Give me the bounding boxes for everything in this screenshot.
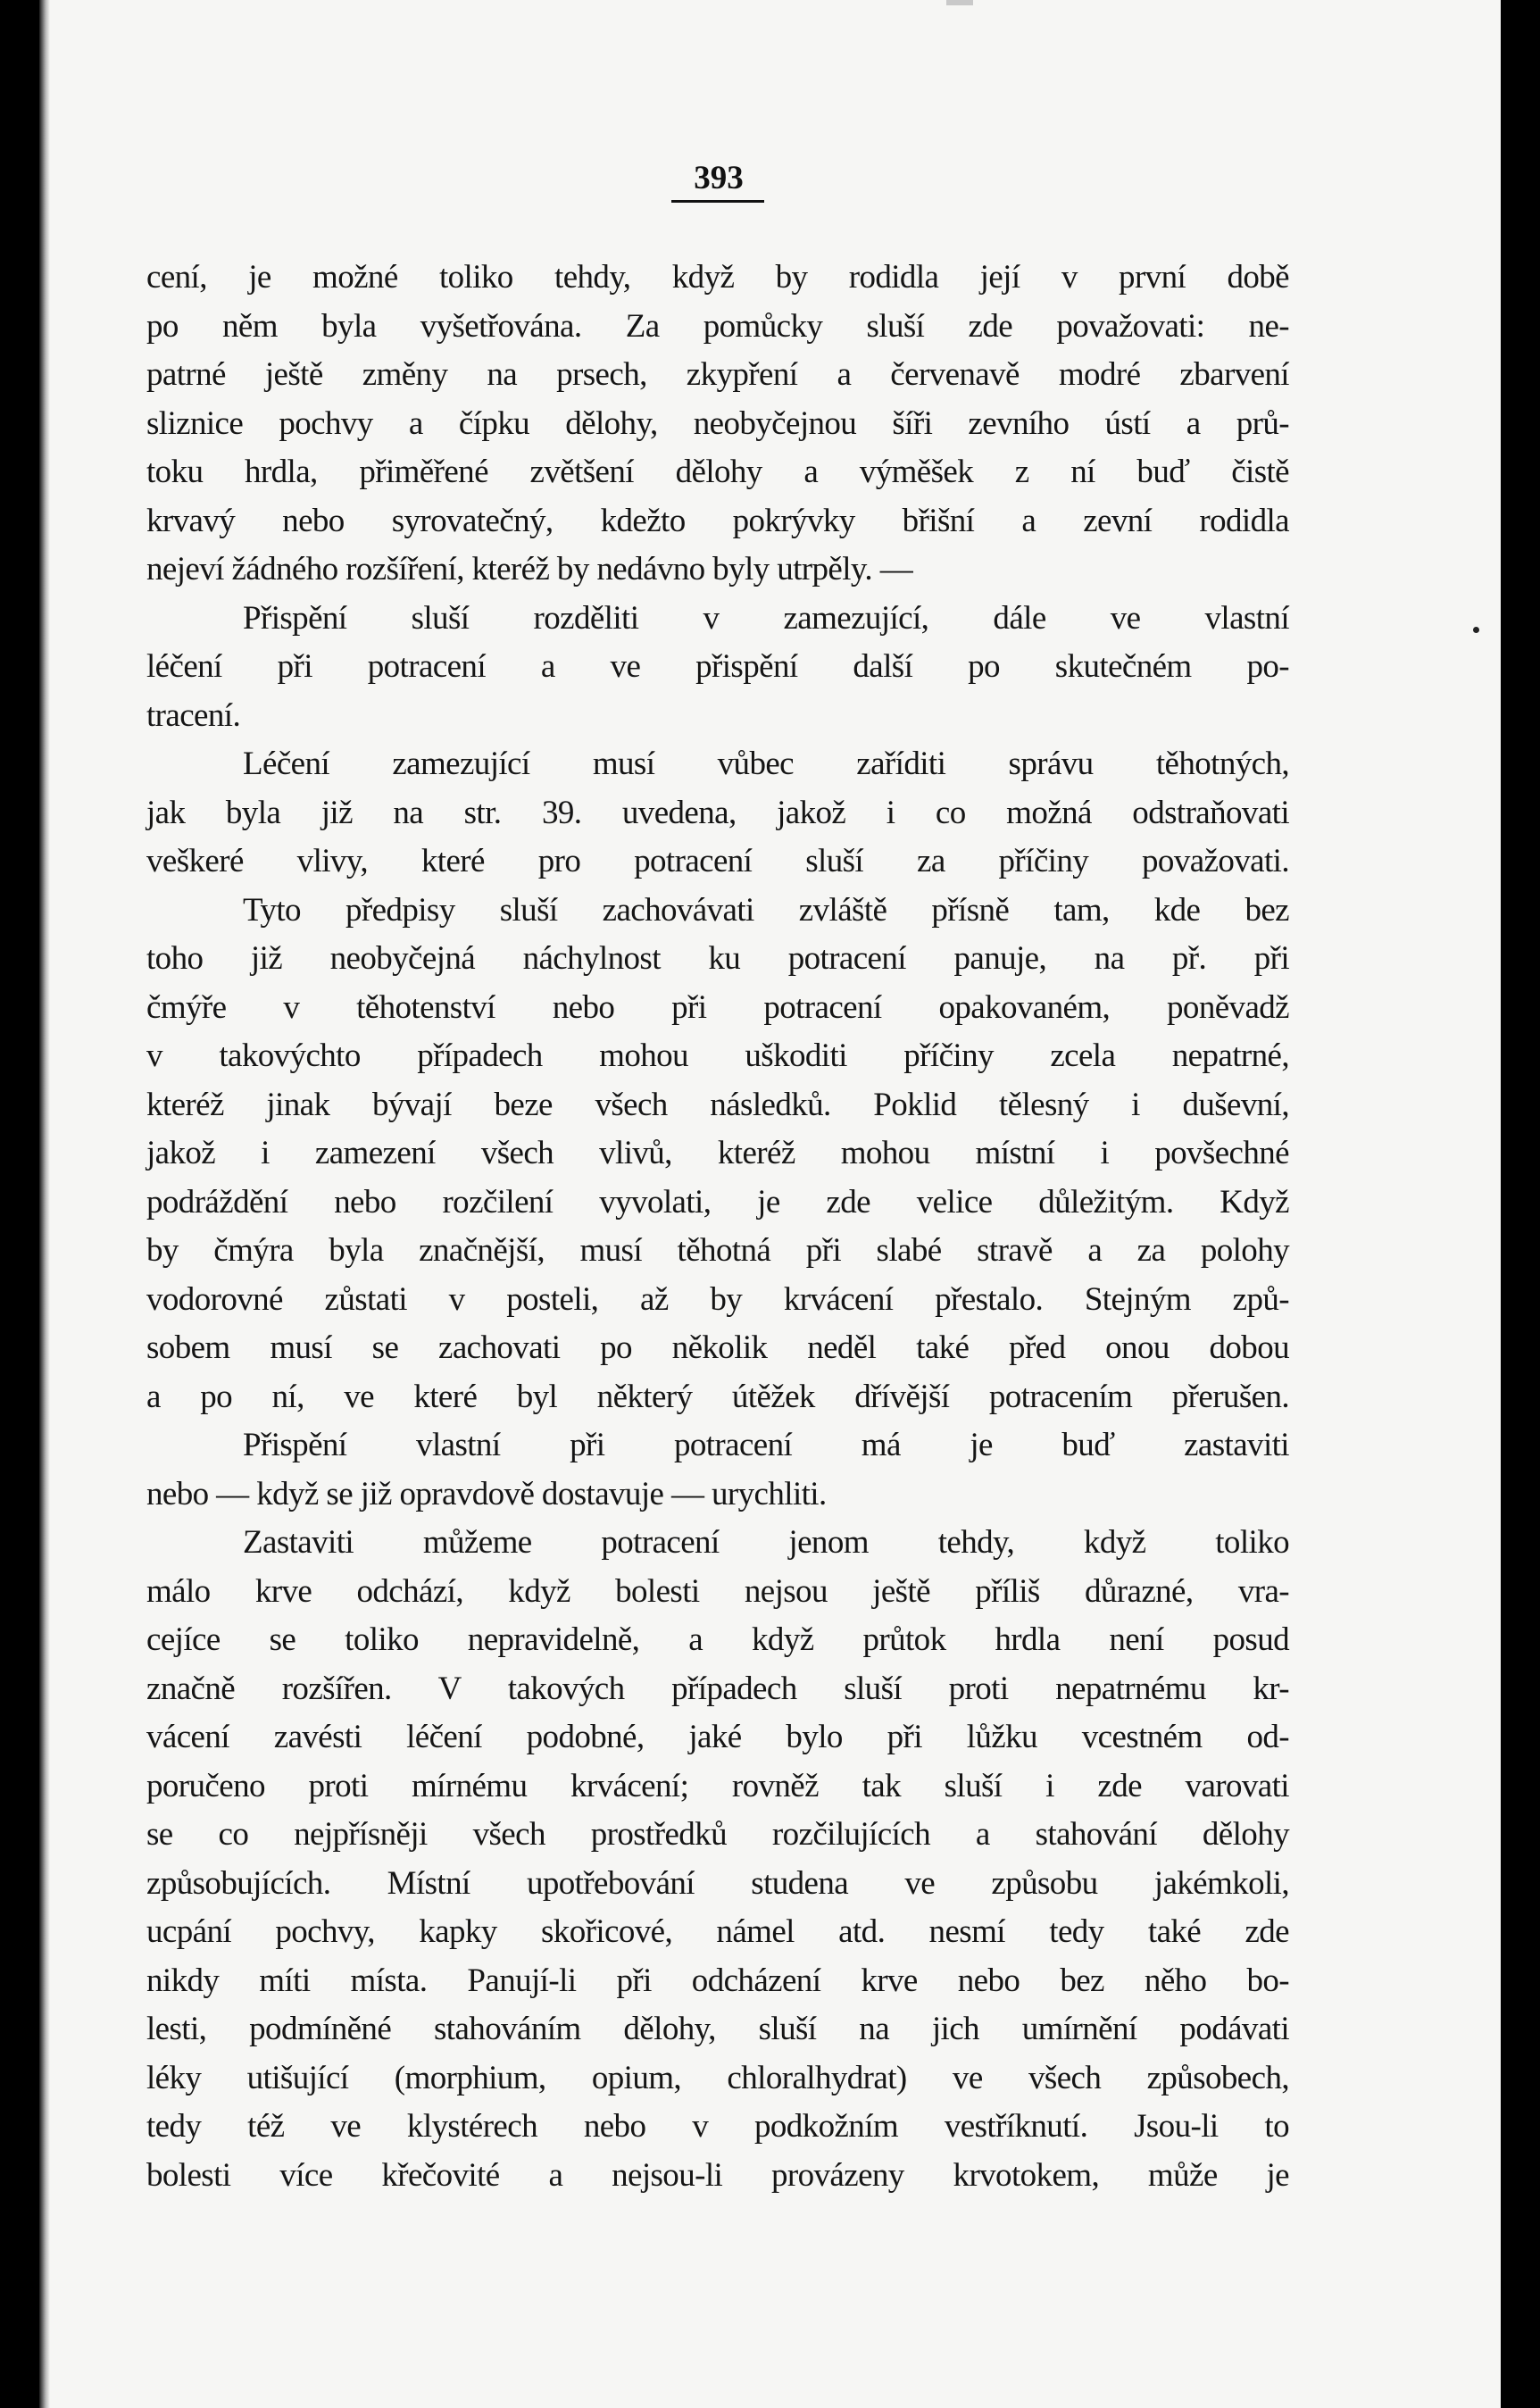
text-line: vácení zavésti léčení podobné, jaké bylo při lůžku vcestném od- (146, 1719, 1289, 1755)
text-line: patrné ještě změny na prsech, zkypření a červenavě modré zbarvení (146, 356, 1289, 393)
text-line: cení, je možné toliko tehdy, když by rodidla její v první době (146, 259, 1289, 296)
text-line: nikdy míti místa. Panují-li při odcházení krve nebo bez něho bo- (146, 1962, 1289, 1999)
text-line: toku hrdla, přiměřené zvětšení dělohy a výměšek z ní buď čistě (146, 454, 1289, 490)
page-number: 393 (694, 160, 744, 196)
text-line: cejíce se toliko nepravidelně, a když průtok hrdla není posud (146, 1621, 1289, 1658)
margin-mark (1473, 627, 1479, 633)
text-line: v takovýchto případech mohou uškoditi příčiny zcela nepatrné, (146, 1037, 1289, 1074)
text-line: nejeví žádného rozšíření, kteréž by nedávno byly utrpěly. — (146, 551, 913, 587)
text-line: podráždění nebo rozčilení vyvolati, je zde velice důležitým. Když (146, 1183, 1289, 1221)
page-binding-edge (39, 0, 50, 2408)
text-line: jakož i zamezení všech vlivů, kteréž mohou místní i povšechné (146, 1135, 1289, 1171)
text-line: Přispění sluší rozděliti v zamezující, dále ve vlastní (243, 599, 1289, 637)
text-line: Tyto předpisy sluší zachovávati zvláště přísně tam, kde bez (243, 891, 1289, 929)
text-line: bolesti více křečovité a nejsou-li provázeny krvotokem, může je (146, 2156, 1289, 2194)
text-line: Léčení zamezující musí vůbec zaříditi správu těhotných, (243, 746, 1289, 782)
text-line: značně rozšířen. V takových případech sluší proti nepatrnému kr- (146, 1670, 1289, 1707)
text-line: tracení. (146, 696, 241, 734)
scan-artifact (946, 0, 973, 5)
text-line: poručeno proti mírnému krvácení; rovněž tak sluší i zde varovati (146, 1767, 1289, 1804)
page-number-underline (671, 200, 764, 203)
text-line: kteréž jinak bývají beze všech následků. Poklid tělesný i duševní, (146, 1086, 1289, 1123)
text-line: nebo — když se již opravdově dostavuje — urychliti. (146, 1475, 827, 1512)
text-line: málo krve odchází, když bolesti nejsou ještě příliš důrazné, vra- (146, 1572, 1289, 1610)
text-line: lesti, podmíněné stahováním dělohy, sluší na jich umírnění podávati (146, 2011, 1289, 2047)
text-line: po něm byla vyšetřována. Za pomůcky sluší zde považovati: ne- (146, 307, 1289, 345)
text-line: Zastaviti můžeme potracení jenom tehdy, když toliko (243, 1524, 1289, 1561)
text-line: způsobujících. Místní upotřebování studena ve způsobu jakémkoli, (146, 1864, 1289, 1902)
text-line: tedy též ve klystérech nebo v podkožním vestříknutí. Jsou-li to (146, 2108, 1289, 2145)
text-line: jak byla již na str. 39. uvedena, jakož i co možná odstraňovati (146, 794, 1289, 831)
text-line: čmýře v těhotenství nebo při potracení opakovaném, poněvadž (146, 988, 1289, 1026)
text-line: se co nejpřísněji všech prostředků rozčilujících a stahování dělohy (146, 1816, 1289, 1853)
text-line: sobem musí se zachovati po několik neděl také před onou dobou (146, 1329, 1289, 1366)
body-text (146, 254, 1289, 2200)
text-line: a po ní, ve které byl některý útěžek dřívější potracením přerušen. (146, 1378, 1289, 1415)
text-line: toho již neobyčejná náchylnost ku potracení panuje, na př. při (146, 940, 1289, 977)
text-line: Přispění vlastní při potracení má je buď zastaviti (243, 1427, 1289, 1463)
text-line: léky utišující (morphium, opium, chloralhydrat) ve všech způsobech, (146, 2059, 1289, 2096)
text-line: léčení při potracení a ve přispění další po skutečném po- (146, 648, 1289, 685)
text-line: krvavý nebo syrovatečný, kdežto pokrývky břišní a zevní rodidla (146, 502, 1289, 539)
text-line: veškeré vlivy, které pro potracení sluší za příčiny považovati. (146, 843, 1289, 879)
text-line: vodorovné zůstati v posteli, až by krvácení přestalo. Stejným způ- (146, 1280, 1289, 1318)
text-line: ucpání pochvy, kapky skořicové, námel atd. nesmí tedy také zde (146, 1913, 1289, 1950)
text-line: sliznice pochvy a čípku dělohy, neobyčejnou šíři zevního ústí a prů- (146, 404, 1289, 442)
text-line: by čmýra byla značnější, musí těhotná při slabé stravě a za polohy (146, 1232, 1289, 1269)
